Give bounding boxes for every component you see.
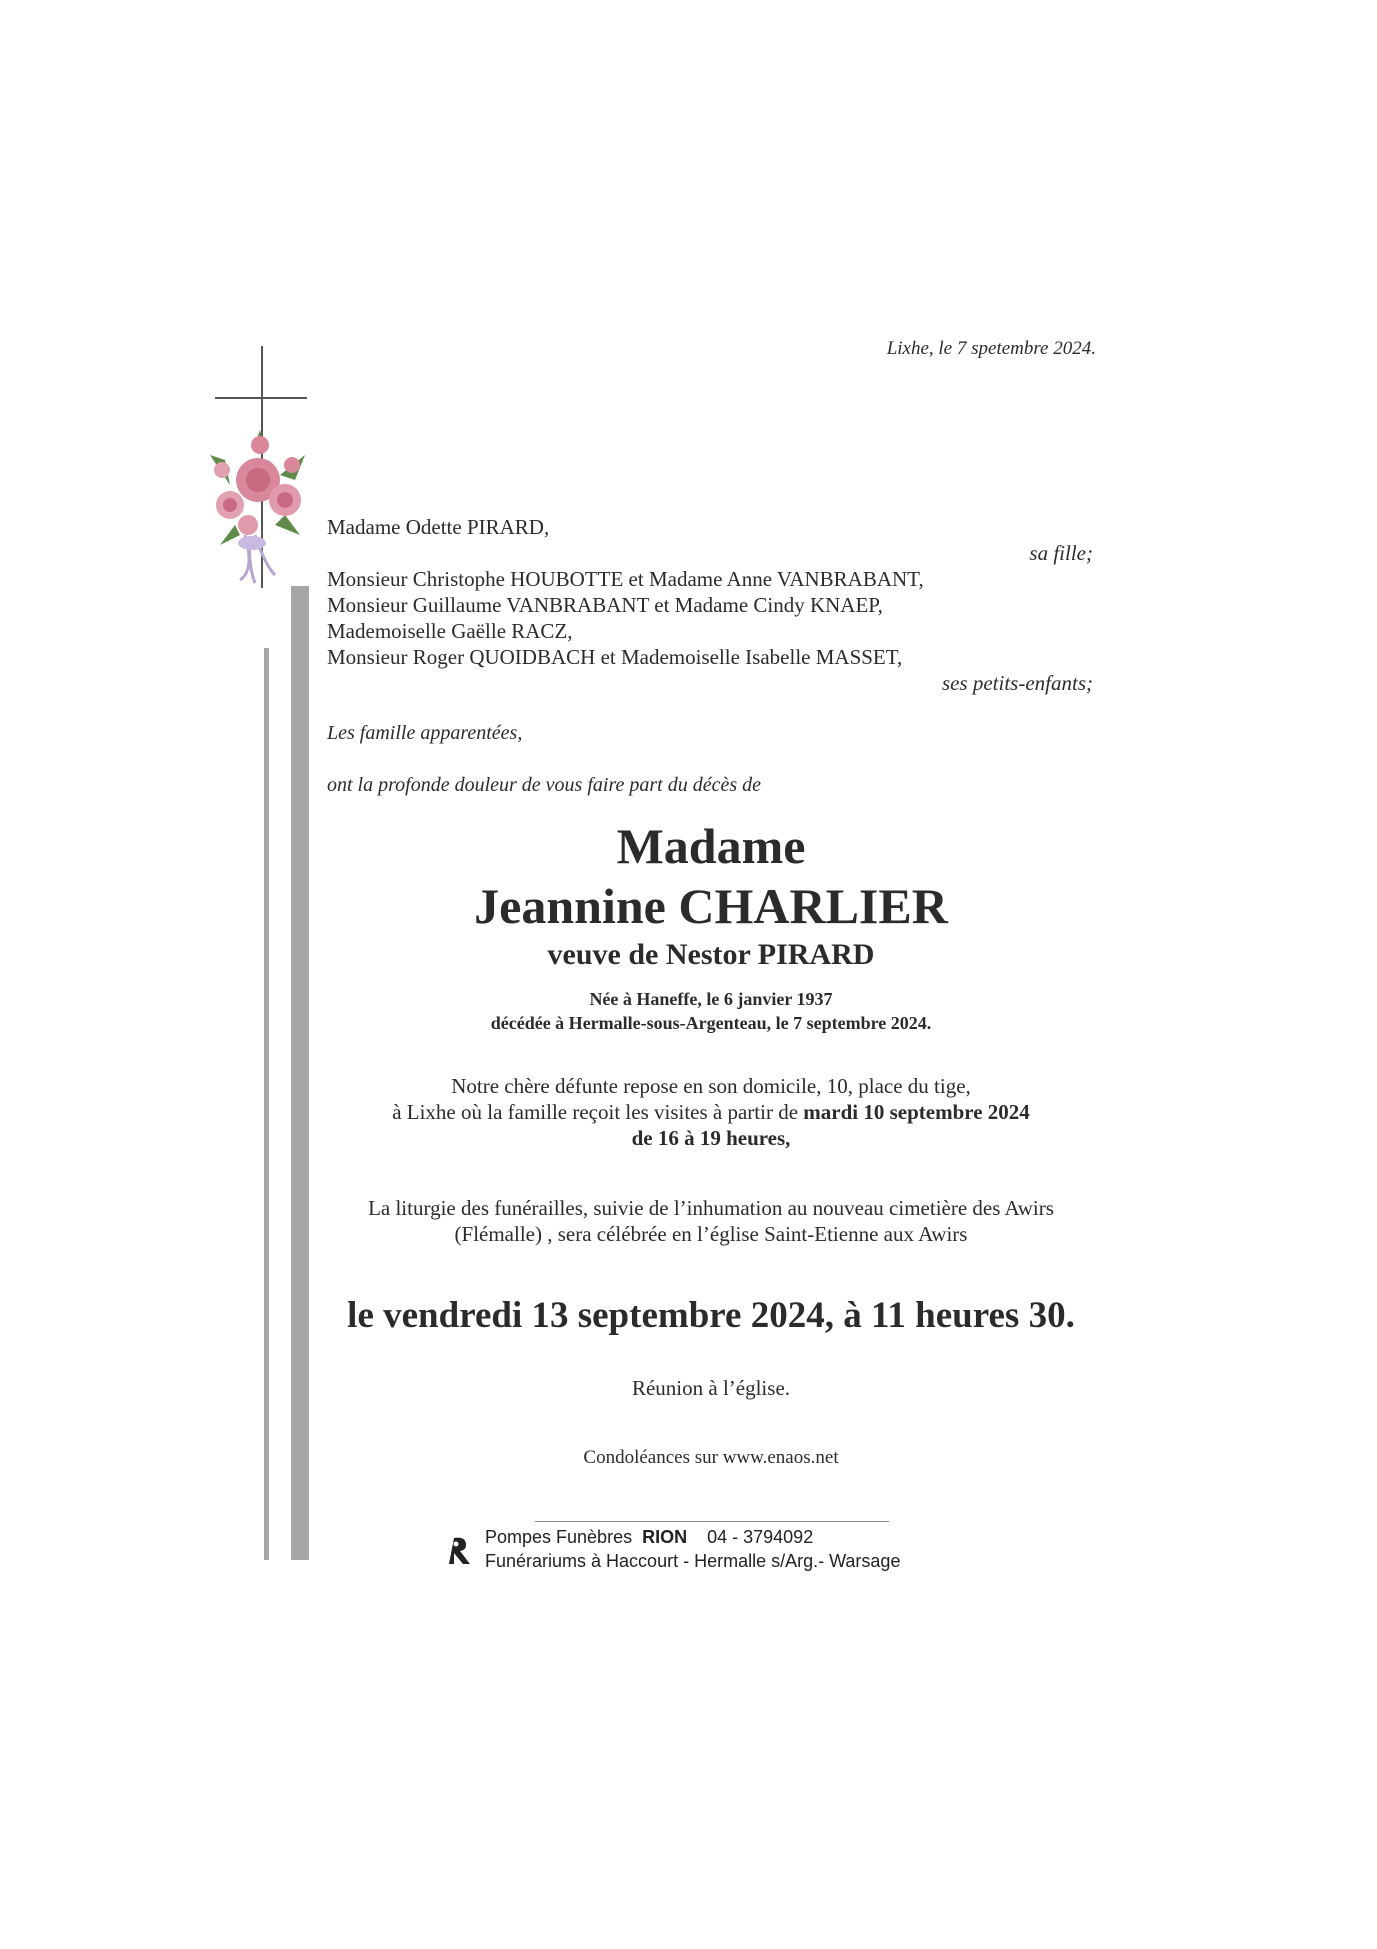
funeral-line-2: (Flémalle) , sera célébrée en l’église Saint-Etienne aux Awirs <box>454 1222 968 1246</box>
funeral-home-line-1 <box>485 1525 900 1549</box>
grandchildren-role: ses petits-enfants; <box>941 671 1093 695</box>
visitation-line-2-text: à Lixhe où la famille reçoit les visites à partir de <box>392 1100 804 1124</box>
grandchild-line: Mademoiselle Gaëlle RACZ, <box>327 619 573 643</box>
funeral-home-prefix: Pompes Funèbres <box>485 1527 633 1547</box>
death-line: décédée à Hermalle-sous-Argenteau, le 7 septembre 2024. <box>490 1013 932 1033</box>
visitation-hours: de 16 à 19 heures, <box>631 1126 791 1150</box>
daughter-block <box>327 514 1093 566</box>
grandchild-line: Monsieur Christophe HOUBOTTE et Madame Anne VANBRABANT, <box>327 567 924 591</box>
announcement-line: ont la profonde douleur de vous faire part du décès de <box>327 774 762 796</box>
deceased-name: Jeannine CHARLIER <box>474 878 948 934</box>
grandchild-line: Monsieur Roger QUOIDBACH et Mademoiselle Isabelle MASSET, <box>327 645 903 669</box>
meeting-line: Réunion à l’église. <box>631 1376 791 1400</box>
funeral-home-block <box>485 1525 900 1573</box>
birth-line: Née à Haneffe, le 6 janvier 1937 <box>589 989 833 1009</box>
date-line: Lixhe, le 7 spetembre 2024. <box>886 338 1096 359</box>
relatives-line: Les famille apparentées, <box>327 722 523 744</box>
funeral-home-phone: 04 - 3794092 <box>707 1527 814 1547</box>
funeral-block <box>300 1195 1122 1247</box>
funeral-home-logo-icon <box>448 1536 474 1566</box>
daughter-name: Madame Odette PIRARD, <box>327 515 550 539</box>
visitation-line-1: Notre chère défunte repose en son domicile, 10, place du tige, <box>451 1074 971 1098</box>
funeral-home-name: RION <box>642 1527 688 1547</box>
decorative-bar-thin <box>264 648 269 1560</box>
condolences-line: Condoléances sur www.enaos.net <box>583 1447 839 1468</box>
footer-divider <box>535 1521 889 1522</box>
roses-bouquet-icon <box>200 425 315 585</box>
widow-of: veuve de Nestor PIRARD <box>547 938 875 971</box>
visitation-line-2 <box>300 1099 1122 1125</box>
birth-death-block <box>300 987 1122 1035</box>
funeral-home-locations: Funérariums à Haccourt - Hermalle s/Arg.- Warsage <box>485 1551 901 1571</box>
visitation-date: mardi 10 septembre 2024 <box>803 1100 1030 1124</box>
funeral-date: le vendredi 13 septembre 2024, à 11 heures 30. <box>347 1295 1075 1336</box>
cross-horizontal <box>215 397 307 399</box>
funeral-line-1: La liturgie des funérailles, suivie de l’inhumation au nouveau cimetière des Awirs <box>368 1196 1054 1220</box>
deceased-title: Madame <box>616 818 806 874</box>
grandchildren-block <box>327 566 1093 696</box>
daughter-role: sa fille; <box>1029 541 1093 565</box>
grandchild-line: Monsieur Guillaume VANBRABANT et Madame Cindy KNAEP, <box>327 593 883 617</box>
visitation-block <box>300 1073 1122 1151</box>
